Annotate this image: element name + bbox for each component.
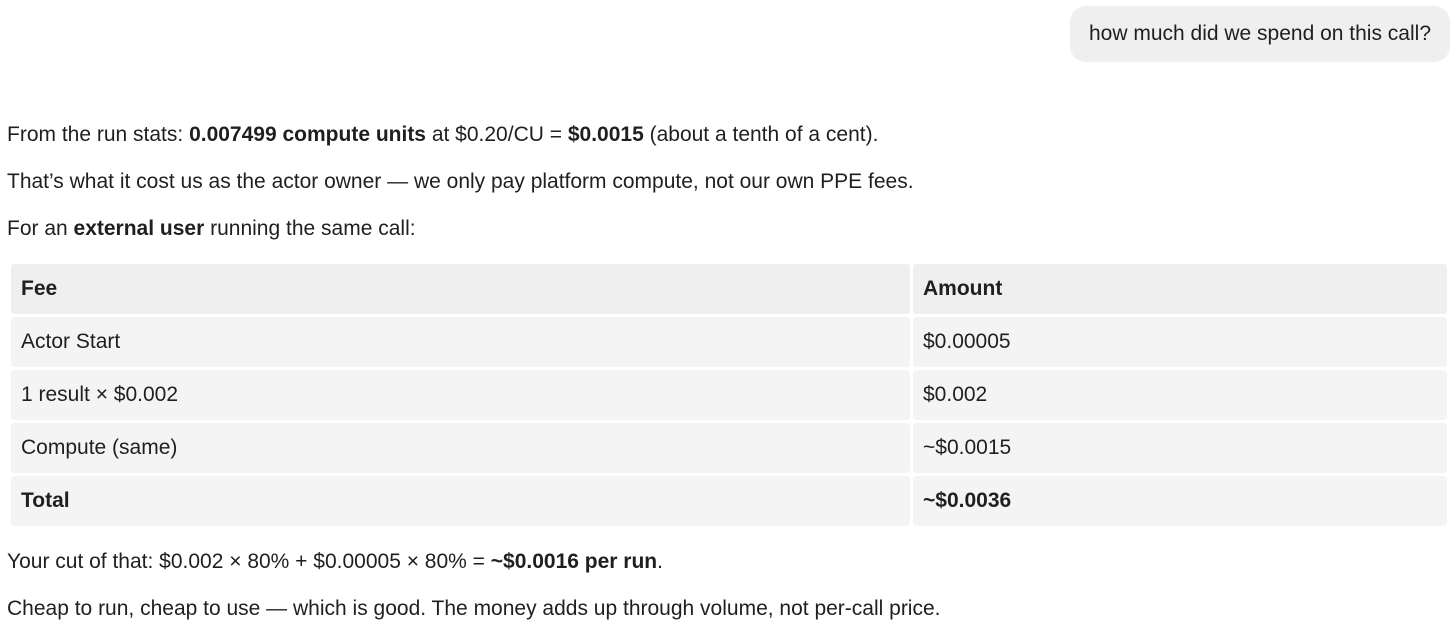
fee-cell: Compute (same) <box>11 423 910 473</box>
text-run: at $0.20/CU = <box>426 123 568 146</box>
header-fee: Fee <box>11 264 910 314</box>
user-message-text: how much did we spend on this call? <box>1088 22 1431 45</box>
text-run: . <box>657 550 663 573</box>
table-row-total <box>11 476 1447 526</box>
header-amount: Amount <box>913 264 1447 314</box>
text-run: (about a tenth of a cent). <box>643 123 879 146</box>
cut-value: ~$0.0016 per run <box>490 550 658 573</box>
cost-value: $0.0015 <box>567 123 644 146</box>
amount-cell-total: ~$0.0036 <box>913 476 1447 526</box>
amount-cell: ~$0.0015 <box>913 423 1447 473</box>
table-row <box>11 423 1447 473</box>
table-header-row <box>11 264 1447 314</box>
assistant-reply <box>7 120 1449 641</box>
text-run: Your cut of that: $0.002 × 80% + $0.00005 × 80% = <box>7 550 491 573</box>
text-run: running the same call: <box>204 217 416 240</box>
amount-cell: $0.002 <box>913 370 1447 420</box>
reply-paragraph-external <box>7 214 1449 244</box>
fee-cell: Actor Start <box>11 317 910 367</box>
table-row <box>11 370 1447 420</box>
amount-cell: $0.00005 <box>913 317 1447 367</box>
fee-table <box>8 261 1450 529</box>
text-run: For an <box>7 217 74 240</box>
compute-units-value: 0.007499 compute units <box>189 123 426 146</box>
reply-paragraph-cost <box>7 120 1449 150</box>
fee-cell-total: Total <box>11 476 910 526</box>
external-user-label: external user <box>73 217 205 240</box>
text-run: From the run stats: <box>7 123 190 146</box>
reply-paragraph-summary: Cheap to run, cheap to use — which is good. The money adds up through volume, not per-call price. <box>7 597 941 620</box>
fee-cell: 1 result × $0.002 <box>11 370 910 420</box>
reply-paragraph-owner: That’s what it cost us as the actor owner — we only pay platform compute, not our own PPE fees. <box>7 170 914 193</box>
user-message-bubble <box>1070 6 1450 62</box>
table-row <box>11 317 1447 367</box>
reply-paragraph-cut <box>7 547 1449 577</box>
